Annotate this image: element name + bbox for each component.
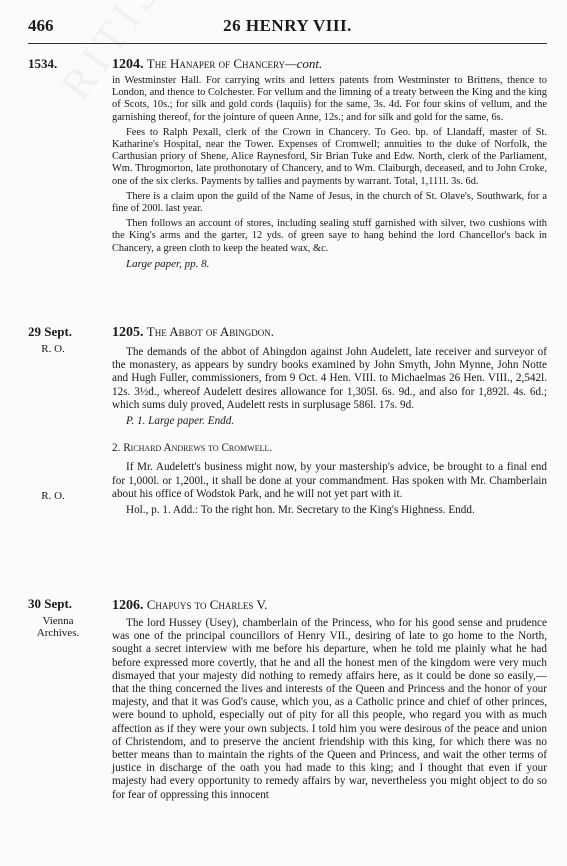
entry-title: The Abbot of Abingdon. bbox=[146, 324, 275, 339]
entry-title: The Hanaper of Chancery bbox=[146, 56, 286, 71]
header-rule bbox=[28, 43, 547, 44]
entry-heading bbox=[112, 597, 547, 613]
entry-footnote: Hol., p. 1. Add.: To the right hon. Mr. Secretary to the King's Highness. Endd. bbox=[126, 504, 475, 517]
entry-heading bbox=[112, 324, 547, 340]
entry-heading bbox=[112, 56, 547, 72]
entry-1205 bbox=[112, 324, 547, 517]
entry-1206 bbox=[112, 597, 547, 802]
entry-number: 1205. bbox=[112, 325, 144, 340]
entry-title-suffix: —cont. bbox=[285, 56, 323, 71]
page-number: 466 bbox=[28, 16, 54, 35]
margin-source-1206-a: Vienna bbox=[42, 615, 74, 627]
paragraph: in Westminster Hall. For carrying writs and letters patents from Westminster to Brittens, thence to London, and thence to Colchester. For vellum and the limning of a treaty between the King and the king of Scots, 10s.; for silk and gold cords (laquiis) for the same, 3s. 4d. For four skins of vellum, and the garnishing thereof, for the jointure of queen Anne, 12s.; and for silk and gold for the same, 6s. bbox=[112, 75, 547, 123]
paragraph: Then follows an account of stores, including sealing stuff garnished with silver, two cushions with the King's arms and the garter, 12 yds. of green saye to hang behind the lord Chancellor's back in Chancery, a green cloth to keep the heated wax, &c. bbox=[112, 218, 547, 254]
paragraph: The lord Hussey (Usey), chamberlain of the Princess, who for his good sense and prudence was one of the principal councillors of Henry VII., desiring of late to go home to the North, sought a secret interview with me before his departure, when he told me plainly what he had before expressed more covertly, that he and all the honest men of the kingdom were very much dismayed that your majesty did nothing to remedy affairs here, as it could be done so easily,—that the thing concerned the lives and interests of the Queen and Princess and the honor of your majesty, and that it was God's cause, which you, as a Catholic prince and chief of other princes, were bound to uphold, especially out of pity for all this people, who regard you with as much affection as if they were your own subjects. I told him you were desirous of the peace and union of Christendom, and to preserve the ancient friendship with this king, for which there was no better means than to maintain the rights of the Queen and Princess, and wait the other terms of justice in discharge of the oath you had made to this king; and I thought that even if your majesty had every opportunity to remedy affairs by war, nevertheless you might object to do so for fear of oppressing this innocent bbox=[112, 617, 547, 801]
entry-1204 bbox=[112, 56, 547, 270]
margin-date-1205: 29 Sept. bbox=[28, 324, 73, 339]
margin-date-1206: 30 Sept. bbox=[28, 596, 73, 611]
entry-number: 1206. bbox=[112, 598, 144, 613]
margin-source-1206-b: Archives. bbox=[36, 627, 80, 639]
margin-source-1205-2: R. O. bbox=[41, 490, 65, 502]
margin-year: 1534. bbox=[28, 56, 58, 71]
paragraph: There is a claim upon the guild of the Name of Jesus, in the church of St. Olave's, Southwark, for a fine of 200l. last year. bbox=[112, 190, 547, 215]
entry-footnote: P. 1. Large paper. Endd. bbox=[126, 415, 235, 428]
sub-entry-title: 2. Richard Andrews to Cromwell. bbox=[112, 442, 273, 455]
paragraph: The demands of the abbot of Abingdon against John Audelett, late receiver and surveyor of the monastery, as appears by sundry books examined by John Smyth, John Mynne, John Notte and Hugh Fuller, commissioners, from 9 Oct. 4 Hen. VIII. to Michaelmas 26 Hen. VIII., 2,542l. 12s. 3½d., whereof Audelett desires allowance for 1,305l. 6s. 9d., and also for 1,892l. 4s. 6d.; which sums duly proved, Audelett rests in surplusage 586l. 17s. 9d. bbox=[112, 346, 547, 411]
page-header bbox=[28, 16, 547, 38]
margin-source-1205: R. O. bbox=[41, 343, 65, 355]
running-title: 26 HENRY VIII. bbox=[223, 16, 352, 35]
entry-title: Chapuys to Charles V. bbox=[146, 597, 268, 612]
entry-number: 1204. bbox=[112, 57, 144, 72]
paragraph: Fees to Ralph Pexall, clerk of the Crown in Chancery. To Geo. bp. of Llandaff, master of St. Katharine's Hospital, near the Tower. Expenses of Cromwell; annuities to the duke of Norfolk, the Carthusian priory of Shene, Alice Raynesford, Sir Brian Tuke and Edw. North, clerk of the Parliament, Wm. Throgmorton, late prothonotary of Chancery, and to Wm. Claiburgh, deceased, and to John Croke, one of the six clerks. Payments by tallies and payments by warrant. Total, 1,111l. 3s. 6d. bbox=[112, 126, 547, 187]
paragraph: If Mr. Audelett's business might now, by your mastership's advice, be brought to a final end for 1,000l. or 1,200l., it shall be done at your commandment. Has spoken with Mr. Chamberlain about his office of Wodstok Park, and he will not yet part with it. bbox=[112, 461, 547, 500]
entry-footnote: Large paper, pp. 8. bbox=[126, 257, 210, 270]
